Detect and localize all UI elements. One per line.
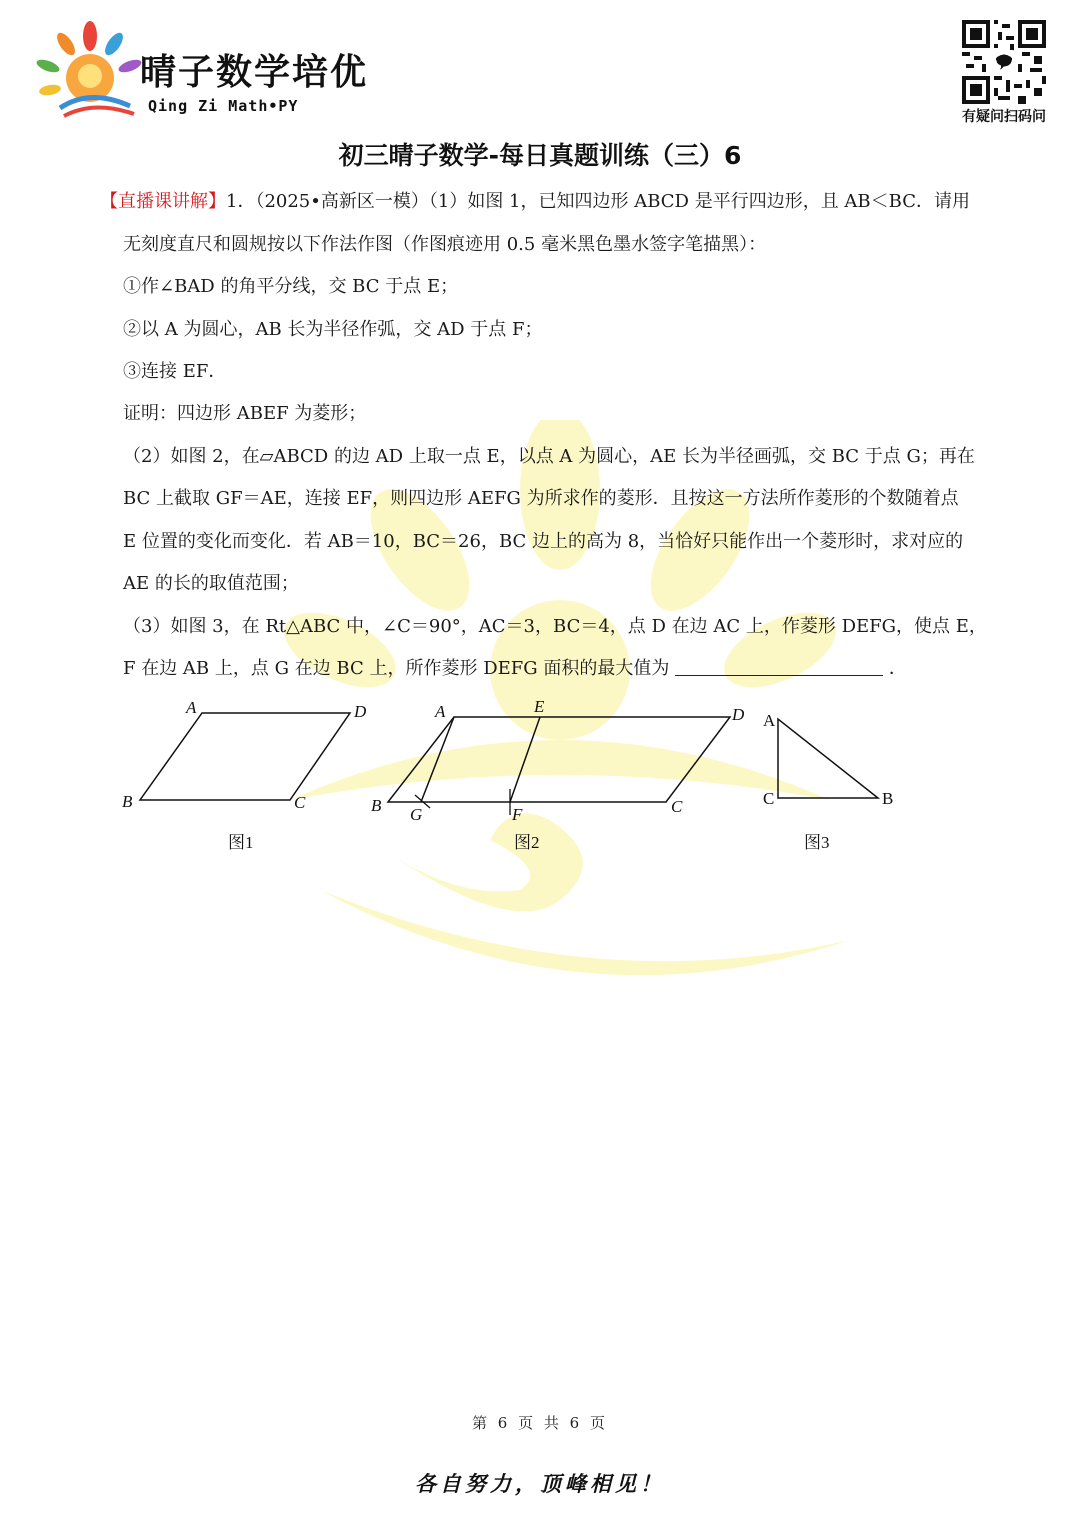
qr-caption: 有疑问扫码问 <box>962 109 1046 125</box>
brand-logo <box>30 18 150 123</box>
brand-name: 晴子数学培优 <box>140 52 369 93</box>
part-3-line-1: （3）如图 3，在 Rt△ABC 中，∠C＝90°，AC＝3，BC＝4，点 D 在边 AC 上，作菱形 DEFG，使点 E， <box>123 616 987 637</box>
fig1-label-c: C <box>294 793 306 812</box>
footer-slogan: 各自努力，顶峰相见！ <box>415 1471 665 1496</box>
step-3: ③连接 EF． <box>123 361 227 382</box>
fig1-label-a: A <box>186 698 197 717</box>
fig2-label-d: D <box>732 705 745 724</box>
geometry-figures <box>118 695 908 865</box>
page-number: 第 6 页 共 6 页 <box>472 1414 608 1432</box>
fig1-label-d: D <box>354 702 367 721</box>
figure-1 <box>122 698 367 852</box>
fig2-label-a: A <box>435 702 446 721</box>
step-2: ②以 A 为圆心，AB 长为半径作弧，交 AD 于点 F； <box>123 319 543 340</box>
part-3-line-2: F 在边 AB 上，点 G 在边 BC 上，所作菱形 DEFG 面积的最大值为 ． <box>123 658 907 679</box>
fig2-caption: 图2 <box>514 833 540 852</box>
fig1-label-b: B <box>122 792 133 811</box>
part-2-line-4: AE 的长的取值范围； <box>123 573 299 594</box>
figure-3 <box>763 711 893 852</box>
problem-line-2: 无刻度直尺和圆规按以下作法作图（作图痕迹用 0.5 毫米黑色墨水签字笔描黑）： <box>123 234 767 255</box>
fig1-caption: 图1 <box>228 833 254 852</box>
part-2-line-1: （2）如图 2，在▱ABCD 的边 AD 上取一点 E，以点 A 为圆心，AE 长为半径画弧，交 BC 于点 G；再在 <box>123 446 975 467</box>
live-lecture-tag: 【直播课讲解】 <box>100 191 226 212</box>
fig2-label-e: E <box>534 697 545 716</box>
brand-name-english: Qing Zi Math•PY <box>148 97 299 115</box>
part-2-line-3: E 位置的变化而变化．若 AB＝10，BC＝26，BC 边上的高为 8，当恰好只能作出一个菱形时，求对应的 <box>123 531 964 552</box>
fig3-label-c: C <box>763 789 775 808</box>
answer-blank <box>675 657 883 676</box>
part-2-line-2: BC 上截取 GF＝AE，连接 EF，则四边形 AEFG 为所求作的菱形．且按这一方法所作菱形的个数随着点 <box>123 488 959 509</box>
problem-line-1: 【直播课讲解】1．（2025•高新区一模）（1）如图 1，已知四边形 ABCD 是平行四边形，且 AB＜BC．请用 <box>100 191 970 212</box>
qr-code <box>962 20 1046 104</box>
fig3-caption: 图3 <box>804 833 830 852</box>
fig3-label-b: B <box>882 789 894 808</box>
fig2-label-b: B <box>371 796 382 815</box>
proof-prompt: 证明：四边形 ABEF 为菱形； <box>123 403 367 424</box>
fig2-label-c: C <box>671 797 683 816</box>
fig3-label-a: A <box>763 711 776 730</box>
figure-2 <box>371 697 745 852</box>
fig2-label-f: F <box>512 805 523 824</box>
page-title: 初三晴子数学-每日真题训练（三）6 <box>338 141 742 170</box>
step-1: ①作∠BAD 的角平分线，交 BC 于点 E； <box>123 276 459 297</box>
fig2-label-g: G <box>410 805 423 824</box>
